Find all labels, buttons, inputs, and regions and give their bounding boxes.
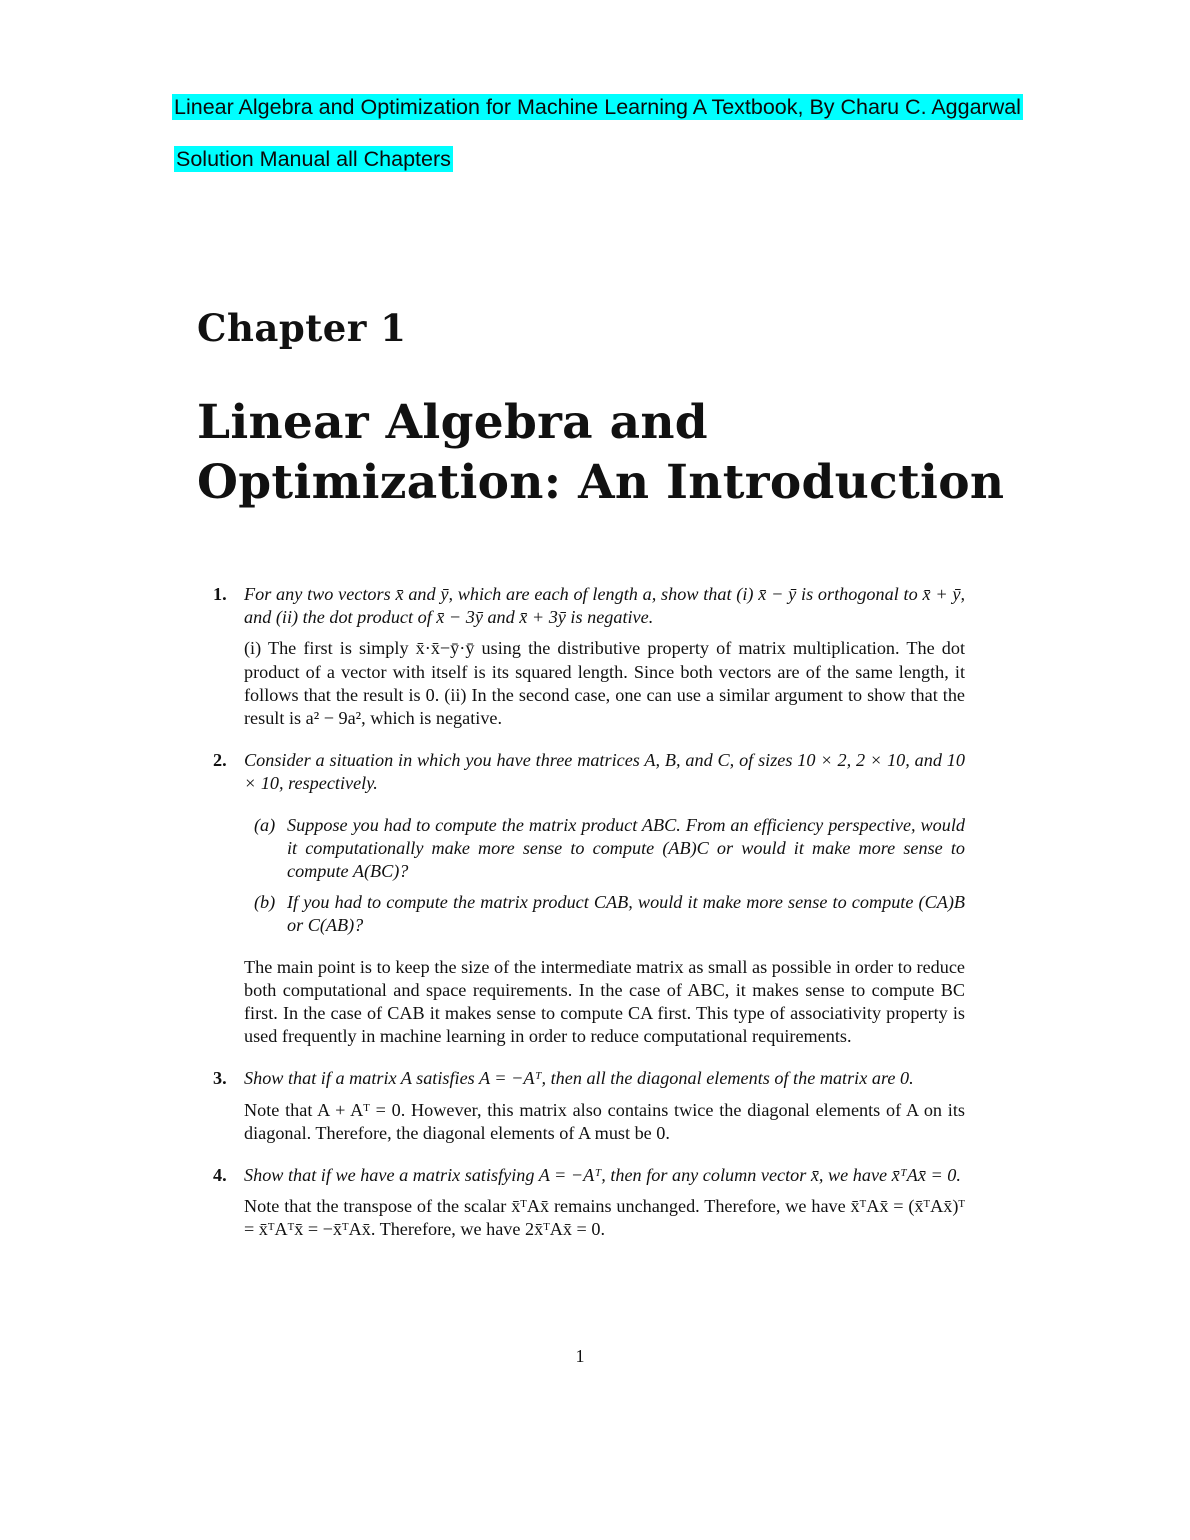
part-label: (a) [254, 814, 276, 835]
problem-number: 2. [213, 750, 227, 771]
problem-question: Show that if we have a matrix satisfying A = −Aᵀ, then for any column vector x̄, we have x̄ᵀAx̄ = 0. [244, 1165, 961, 1186]
title-banner: Linear Algebra and Optimization for Machine Learning A Textbook, By Charu C. Aggarwal [174, 95, 1021, 119]
problem-question: Consider a situation in which you have three matrices A, B, and C, of sizes 10 × 2, 2 × 10, and 10 × 10, respectively. [244, 750, 965, 794]
problem-part [244, 814, 965, 884]
problem-answer: (i) The first is simply x̄·x̄−ȳ·ȳ using the distributive property of matrix multiplication. The dot product of a vector with itself is its squared length. Since both vectors are of the same length, it follows that the result is 0. (ii) In the second case, one can use a similar argument to show that the result is a² − 9a², which is negative. [244, 638, 965, 729]
problem-answer: Note that A + Aᵀ = 0. However, this matrix also contains twice the diagonal elements of A on its diagonal. Therefore, the diagonal elements of A must be 0. [244, 1099, 965, 1143]
part-text: Suppose you had to compute the matrix product ABC. From an efficiency perspective, would it computationally make more sense to compute (AB)C or would it make more sense to compute A(BC)? [287, 814, 965, 882]
problem-2 [213, 749, 965, 1048]
problem-answer: The main point is to keep the size of the intermediate matrix as small as possible in order to reduce both computational and space requirements. In the case of ABC, it makes sense to compute BC first. In the case of CAB it makes sense to compute CA first. This type of associativity property is used frequently in machine learning in order to reduce computational requirements. [244, 956, 965, 1047]
problem-4 [213, 1164, 965, 1242]
problem-list [213, 583, 965, 1242]
chapter-title-line-1: Linear Algebra and [197, 395, 708, 450]
problem-number: 4. [213, 1165, 227, 1186]
problem-part [244, 891, 965, 937]
chapter-title [197, 393, 1004, 513]
part-label: (b) [254, 892, 276, 913]
chapter-title-line-2: Optimization: An Introduction [197, 455, 1005, 510]
problem-number: 1. [213, 584, 227, 604]
problem-answer: Note that the transpose of the scalar x̄ᵀAx̄ remains unchanged. Therefore, we have x̄ᵀAx̄ = (x̄ᵀAx̄)ᵀ = x̄ᵀAᵀx̄ = −x̄ᵀAx̄. Therefore, we have 2x̄ᵀAx̄ = 0. [244, 1196, 965, 1240]
chapter-label: Chapter 1 [197, 306, 407, 350]
problem-1 [213, 583, 965, 730]
problem-number: 3. [213, 1068, 227, 1089]
subtitle-banner: Solution Manual all Chapters [176, 147, 451, 171]
problem-question: For any two vectors x̄ and ȳ, which are each of length a, show that (i) x̄ − ȳ is orthogonal to x̄ + ȳ, and (ii) the dot product of x̄ − 3ȳ and x̄ + 3ȳ is negative. [244, 584, 965, 628]
page-number: 1 [575, 1346, 585, 1366]
problem-question: Show that if a matrix A satisfies A = −Aᵀ, then all the diagonal elements of the matrix are 0. [244, 1068, 914, 1089]
part-text: If you had to compute the matrix product CAB, would it make more sense to compute (CA)B or C(AB)? [287, 892, 965, 936]
problem-3 [213, 1067, 965, 1145]
